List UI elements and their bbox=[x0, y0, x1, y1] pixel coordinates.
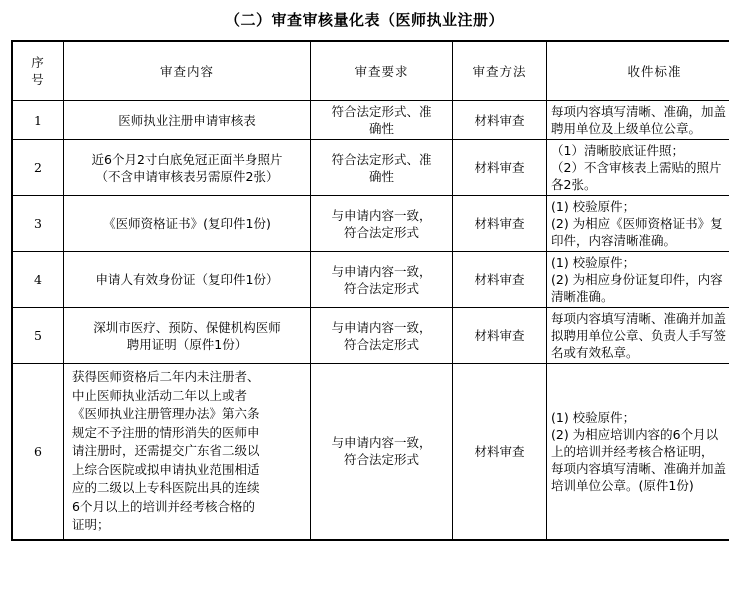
cell-sequence-number: 4 bbox=[12, 252, 64, 308]
cell-review-requirement-line: 与申请内容一致， bbox=[331, 319, 432, 335]
header-requirement: 审查要求 bbox=[311, 41, 453, 101]
cell-sequence-number: 2 bbox=[12, 140, 64, 196]
table-row bbox=[12, 252, 729, 308]
cell-review-method: 材料审查 bbox=[453, 252, 547, 308]
cell-sequence-number: 6 bbox=[12, 364, 64, 540]
cell-receiving-standard-line: (2) 为相应《医师资格证书》复 bbox=[551, 216, 723, 231]
cell-sequence-number: 5 bbox=[12, 308, 64, 364]
cell-receiving-standard-line: (1) 校验原件； bbox=[551, 255, 636, 270]
cell-receiving-standard bbox=[547, 140, 729, 196]
cell-receiving-standard-line: 培训单位公章。(原件1份) bbox=[551, 477, 694, 493]
cell-review-content-line: 深圳市医疗、预防、保健机构医师 bbox=[93, 319, 281, 335]
cell-review-content-line: 规定不予注册的情形消失的医师申 bbox=[72, 424, 260, 440]
cell-review-requirement-line: 符合法定形式 bbox=[343, 452, 419, 468]
cell-review-requirement-line: 符合法定形式 bbox=[343, 280, 419, 296]
quantification-table-container bbox=[11, 40, 727, 541]
cell-sequence-number: 3 bbox=[12, 196, 64, 252]
cell-receiving-standard-line: 每项内容填写清晰、准确并加盖 bbox=[551, 311, 727, 326]
cell-review-content-line: 获得医师资格后二年内未注册者、 bbox=[72, 369, 260, 384]
cell-review-requirement bbox=[311, 196, 453, 252]
cell-receiving-standard-line: 名或有效私章。 bbox=[551, 345, 639, 360]
table-body bbox=[12, 101, 729, 540]
cell-review-method: 材料审查 bbox=[453, 308, 547, 364]
cell-receiving-standard-line: 聘用单位及上级单位公章。 bbox=[551, 121, 702, 136]
cell-review-requirement-line: 确性 bbox=[368, 168, 394, 184]
cell-receiving-standard bbox=[547, 308, 729, 364]
header-method: 审查方法 bbox=[453, 41, 547, 101]
cell-review-method: 材料审查 bbox=[453, 196, 547, 252]
cell-review-content-line: 证明； bbox=[72, 517, 110, 532]
table-header bbox=[12, 41, 729, 101]
cell-review-requirement-line: 符合法定形式 bbox=[343, 336, 419, 352]
cell-review-content-line: 申请人有效身份证（复印件1份） bbox=[95, 272, 279, 287]
quantification-table bbox=[11, 40, 729, 541]
cell-review-method: 材料审查 bbox=[453, 140, 547, 196]
header-content: 审查内容 bbox=[64, 41, 311, 101]
cell-review-requirement-line: 与申请内容一致， bbox=[331, 435, 432, 451]
document-title: （二）审查审核量化表（医师执业注册） bbox=[224, 11, 504, 29]
cell-receiving-standard-line: （2）不含审核表上需贴的照片 bbox=[551, 160, 722, 175]
cell-review-requirement bbox=[311, 140, 453, 196]
cell-review-content bbox=[64, 364, 311, 540]
cell-receiving-standard-line: (2) 为相应身份证复印件，内容 bbox=[551, 272, 723, 287]
cell-review-requirement-line: 与申请内容一致， bbox=[331, 207, 432, 223]
cell-receiving-standard bbox=[547, 101, 729, 140]
cell-receiving-standard bbox=[547, 196, 729, 252]
cell-receiving-standard-line: （1）清晰胶底证件照； bbox=[551, 143, 684, 158]
cell-review-requirement-line: 与申请内容一致， bbox=[331, 263, 432, 279]
cell-review-content bbox=[64, 101, 311, 140]
cell-review-requirement bbox=[311, 364, 453, 540]
table-row bbox=[12, 364, 729, 540]
table-row bbox=[12, 196, 729, 252]
cell-review-content bbox=[64, 140, 311, 196]
cell-review-requirement bbox=[311, 252, 453, 308]
cell-review-content-line: 医师执业注册申请审核表 bbox=[118, 112, 256, 128]
cell-review-requirement-line: 符合法定形式、准 bbox=[331, 151, 432, 167]
cell-review-requirement bbox=[311, 101, 453, 140]
cell-review-content-line: 近6个月2寸白底免冠正面半身照片 bbox=[91, 151, 283, 167]
cell-receiving-standard-line: 印件，内容清晰准确。 bbox=[551, 233, 677, 248]
header-seq-line2: 号 bbox=[31, 72, 45, 87]
cell-review-content-line: 聘用证明（原件1份） bbox=[126, 336, 248, 352]
cell-review-requirement-line: 符合法定形式、准 bbox=[331, 104, 432, 119]
header-seq-line1: 序 bbox=[31, 55, 45, 70]
cell-review-requirement-line: 确性 bbox=[368, 121, 394, 136]
cell-review-content-line: 中止医师执业活动二年以上或者 bbox=[72, 387, 248, 403]
cell-review-requirement bbox=[311, 308, 453, 364]
cell-receiving-standard-line: 每项内容填写清晰、准确，加盖 bbox=[551, 104, 727, 119]
cell-review-content bbox=[64, 196, 311, 252]
cell-receiving-standard-line: 各2张。 bbox=[551, 177, 597, 192]
cell-review-method: 材料审查 bbox=[453, 101, 547, 140]
cell-review-content-line: 《医师资格证书》(复印件1份) bbox=[103, 216, 271, 231]
cell-receiving-standard-line: (1) 校验原件； bbox=[551, 409, 636, 425]
header-standard: 收件标准 bbox=[547, 41, 729, 101]
cell-receiving-standard-line: (1) 校验原件； bbox=[551, 199, 636, 214]
cell-receiving-standard-line: (2) 为相应培训内容的6个月以 bbox=[551, 426, 719, 442]
header-seq bbox=[12, 41, 64, 101]
cell-review-requirement-line: 符合法定形式 bbox=[343, 224, 419, 240]
cell-review-content-line: 《医师执业注册管理办法》第六条 bbox=[72, 406, 260, 421]
cell-review-content-line: （不含申请审核表另需原件2张） bbox=[95, 168, 279, 184]
cell-receiving-standard-line: 清晰准确。 bbox=[551, 289, 614, 304]
cell-receiving-standard bbox=[547, 364, 729, 540]
cell-review-method: 材料审查 bbox=[453, 364, 547, 540]
cell-review-content-line: 请注册时，还需提交广东省二级以 bbox=[72, 443, 260, 458]
table-row bbox=[12, 140, 729, 196]
cell-receiving-standard-line: 每项内容填写清晰、准确并加盖 bbox=[551, 460, 727, 476]
cell-sequence-number: 1 bbox=[12, 101, 64, 140]
cell-receiving-standard-line: 拟聘用单位公章、负责人手写签 bbox=[551, 328, 727, 343]
table-row bbox=[12, 308, 729, 364]
cell-review-content-line: 上综合医院或拟申请执业范围相适 bbox=[72, 461, 260, 477]
cell-review-content bbox=[64, 252, 311, 308]
cell-review-content bbox=[64, 308, 311, 364]
header-row bbox=[12, 41, 729, 101]
cell-review-content-line: 6个月以上的培训并经考核合格的 bbox=[72, 498, 255, 514]
cell-review-content-line: 应的二级以上专科医院出具的连续 bbox=[72, 480, 260, 495]
cell-receiving-standard-line: 上的培训并经考核合格证明， bbox=[551, 443, 714, 459]
table-row bbox=[12, 101, 729, 140]
cell-receiving-standard bbox=[547, 252, 729, 308]
